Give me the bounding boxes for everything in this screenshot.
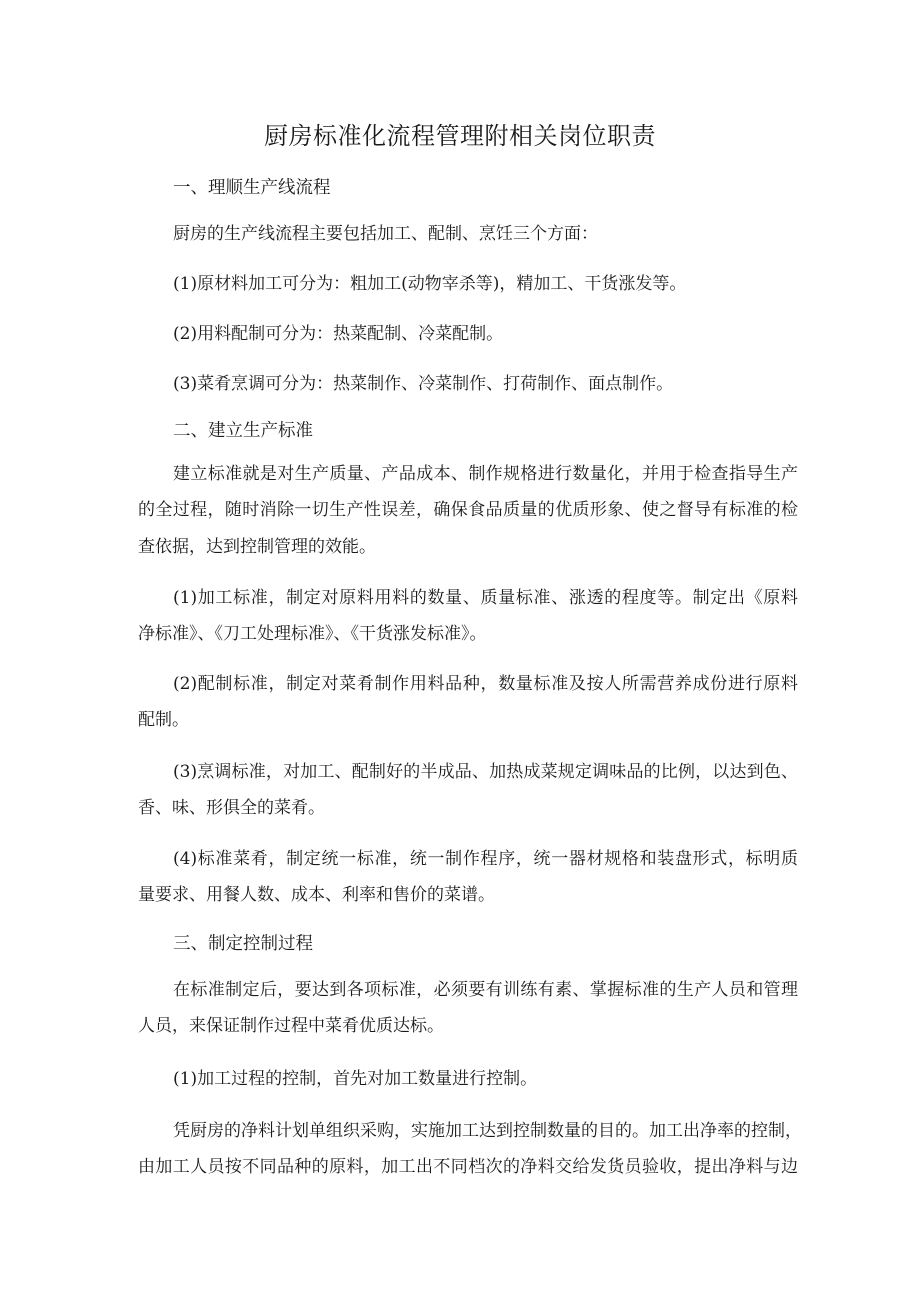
section3-para-line-1: 在标准制定后，要达到各项标准，必须要有训练有素、掌握标准的生产人员和管理 <box>173 980 798 1000</box>
section-heading-1: 一、理顺生产线流程 <box>173 178 331 198</box>
section2-item4-line-1: (4)标准菜肴，制定统一标准，统一制作程序，统一器材规格和装盘形式，标明质 <box>173 849 798 869</box>
section2-para-line-2: 的全过程，随时消除一切生产性误差，确保食品质量的优质形象、使之督导有标准的检 <box>138 500 798 520</box>
section2-item1-line-2: 净标准》、《刀工处理标准》、《干货涨发标准》。 <box>138 624 487 644</box>
section3-para-line-2: 人员，来保证制作过程中菜肴优质达标。 <box>138 1016 444 1036</box>
section2-item2-line-2: 配制。 <box>138 710 189 730</box>
section2-item2-line-1: (2)配制标准，制定对菜肴制作用料品种，数量标准及按人所需营养成份进行原料 <box>173 674 798 694</box>
section1-item-2: (2)用料配制可分为：热菜配制、冷菜配制。 <box>173 324 504 344</box>
section-heading-2: 二、建立生产标准 <box>173 421 313 441</box>
section3-item-1: (1)加工过程的控制，首先对加工数量进行控制。 <box>173 1069 538 1089</box>
section2-item3-line-2: 香、味、形俱全的菜肴。 <box>138 798 325 818</box>
section1-item-3: (3)菜肴烹调可分为：热菜制作、冷菜制作、打荷制作、面点制作。 <box>173 374 674 394</box>
section1-item-1: (1)原材料加工可分为：粗加工(动物宰杀等)，精加工、干货涨发等。 <box>173 274 687 294</box>
section2-item3-line-1: (3)烹调标准，对加工、配制好的半成品、加热成菜规定调味品的比例，以达到色、 <box>173 762 798 782</box>
section2-item4-line-2: 量要求、用餐人数、成本、利率和售价的菜谱。 <box>138 885 495 905</box>
section1-intro: 厨房的生产线流程主要包括加工、配制、烹饪三个方面： <box>173 224 598 244</box>
section3-para2-line-1: 凭厨房的净料计划单组织采购，实施加工达到控制数量的目的。加工出净率的控制， <box>173 1121 802 1141</box>
section3-para2-line-2: 由加工人员按不同品种的原料，加工出不同档次的净料交给发货员验收，提出净料与边 <box>138 1157 798 1177</box>
section2-item1-line-1: (1)加工标准，制定对原料用料的数量、质量标准、涨透的程度等。制定出《原料 <box>173 588 798 608</box>
section-heading-3: 三、制定控制过程 <box>173 934 313 954</box>
section2-para-line-3: 查依据，达到控制管理的效能。 <box>138 537 376 557</box>
section2-para-line-1: 建立标准就是对生产质量、产品成本、制作规格进行数量化，并用于检查指导生产 <box>173 464 798 484</box>
document-title: 厨房标准化流程管理附相关岗位职责 <box>264 122 656 150</box>
